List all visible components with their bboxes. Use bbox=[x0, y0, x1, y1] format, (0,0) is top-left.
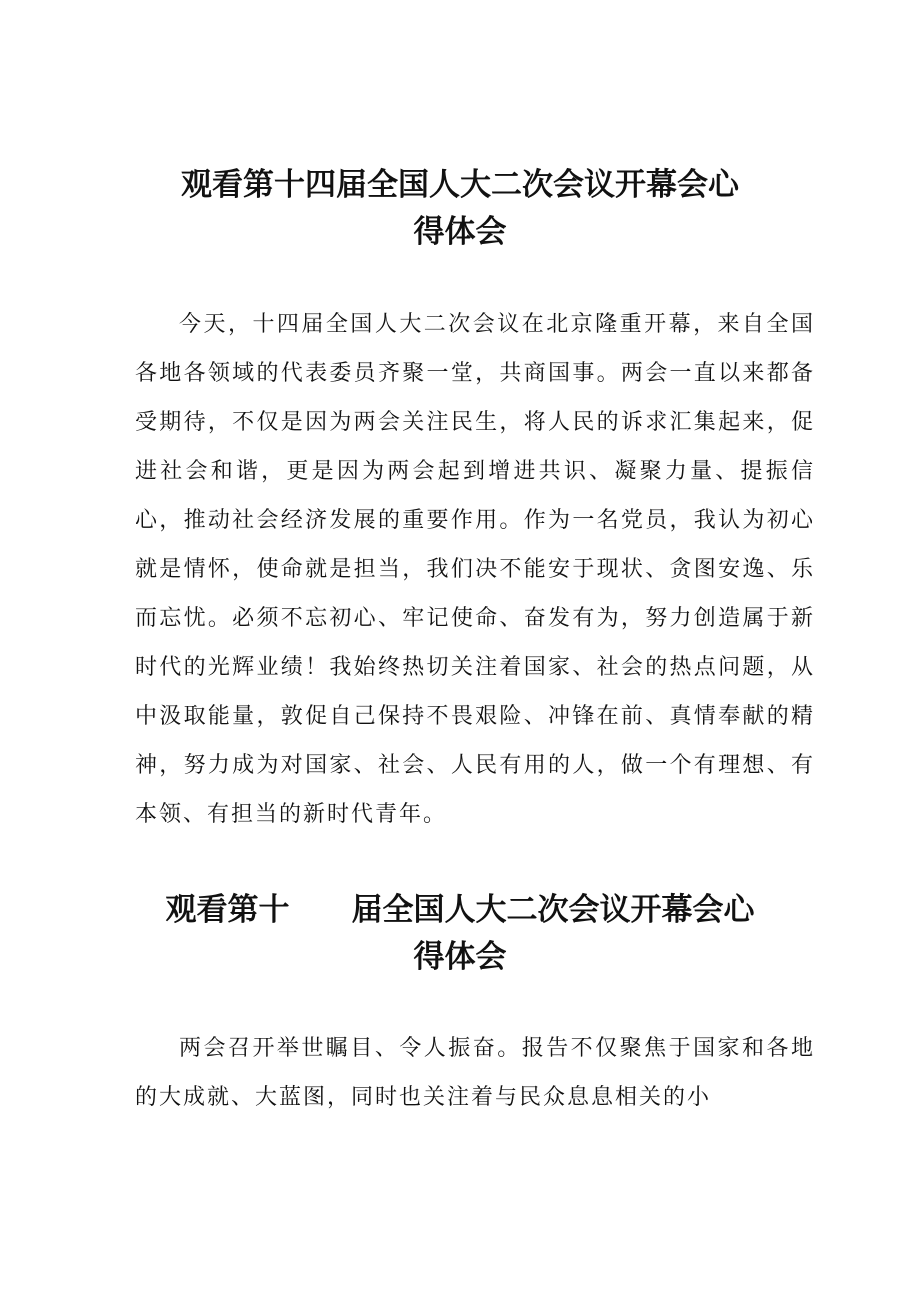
section-2-paragraph: 两会召开举世瞩目、令人振奋。报告不仅聚焦于国家和各地的大成就、大蓝图，同时也关注着与民众息息相关的小 bbox=[135, 1036, 815, 1110]
section-1-title-line-1: 观看第十四届全国人大二次会议开幕会心 bbox=[181, 167, 739, 203]
section-1-title-line-2: 得体会 bbox=[413, 214, 507, 250]
section-1-title bbox=[140, 162, 780, 256]
section-2-title-line-2: 得体会 bbox=[413, 939, 507, 975]
section-1-paragraph: 今天，十四届全国人大二次会议在北京隆重开幕，来自全国各地各领域的代表委员齐聚一堂，共商国事。两会一直以来都备受期待，不仅是因为两会关注民生，将人民的诉求汇集起来，促进社会和谐，更是因为两会起到增进共识、凝聚力量、提振信心，推动社会经济发展的重要作用。作为一名党员，我认为初心就是情怀，使命就是担当，我们决不能安于现状、贪图安逸、乐而忘忧。必须不忘初心、牢记使命、奋发有为，努力创造属于新时代的光辉业绩！我始终热切关注着国家、社会的热点问题，从中汲取能量，敦促自己保持不畏艰险、冲锋在前、真情奉献的精神，努力成为对国家、社会、人民有用的人，做一个有理想、有本领、有担当的新时代青年。 bbox=[135, 312, 815, 827]
section-2-title-line-1: 观看第十 届全国人大二次会议开幕会心 bbox=[165, 892, 755, 928]
section-2-title bbox=[140, 887, 780, 981]
